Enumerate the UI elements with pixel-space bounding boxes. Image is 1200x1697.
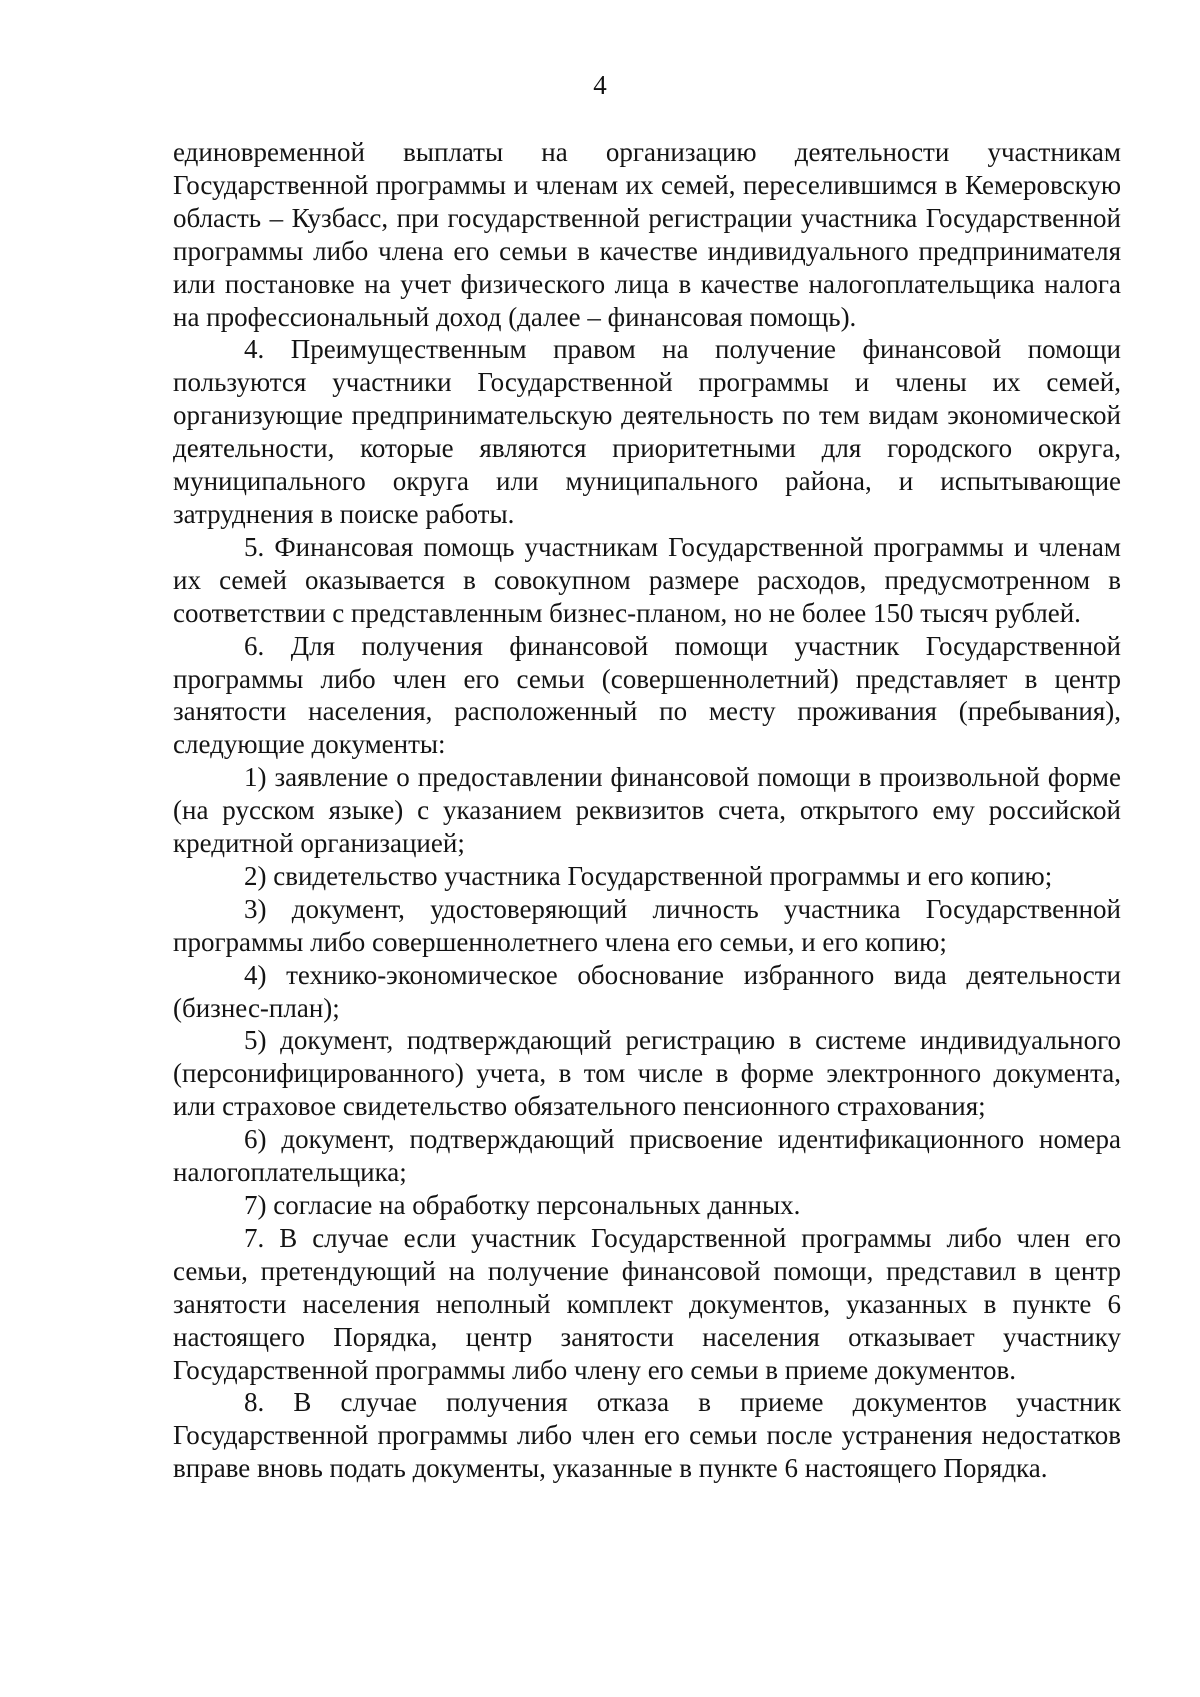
subitem-6: 6) документ, подтверждающий присвоение идентификационного номера налогоплательщика; [173,1124,1121,1188]
paragraph-item-5: 5. Финансовая помощь участникам Государственной программы и членам их семей оказывается в совокупном размере расходов, предусмотренном в соответствии с представленным бизнес-планом, но не более 150 тысяч рублей. [173,531,1121,628]
page-number: 4 [593,70,607,100]
subitem-7: 7) согласие на обработку персональных данных. [244,1190,801,1220]
paragraph-item-6: 6. Для получения финансовой помощи участник Государственной программы либо член его семьи (совершеннолетний) представляет в центр занятости населения, расположенный по месту проживания (пребывания), следующие документы: [173,630,1121,760]
document-body [173,136,1121,1485]
paragraph-continuation: единовременной выплаты на организацию деятельности участникам Государственной программы и членам их семей, переселившимся в Кемеровскую область – Кузбасс, при государственной регистрации участника Государственной программы либо члена его семьи в качестве индивидуального предпринимателя или постановке на учет физического лица в качестве налогоплательщика налога на профессиональный доход (далее – финансовая помощь). [173,137,1121,332]
paragraph-item-8: 8. В случае получения отказа в приеме документов участник Государственной программы либо член его семьи после устранения недостатков вправе вновь подать документы, указанные в пункте 6 настоящего Порядка. [173,1387,1121,1484]
paragraph-item-4: 4. Преимущественным правом на получение финансовой помощи пользуются участники Государственной программы и члены их семей, организующие предпринимательскую деятельность по тем видам экономической деятельности, которые являются приоритетными для городского округа, муниципального округа или муниципального района, и испытывающие затруднения в поиске работы. [173,334,1121,529]
subitem-5: 5) документ, подтверждающий регистрацию в системе индивидуального (персонифицированного) учета, в том числе в форме электронного документа, или страховое свидетельство обязательного пенсионного страхования; [173,1025,1121,1122]
subitem-1: 1) заявление о предоставлении финансовой помощи в произвольной форме (на русском языке) с указанием реквизитов счета, открытого ему российской кредитной организацией; [173,762,1121,859]
subitem-4: 4) технико-экономическое обоснование избранного вида деятельности (бизнес-план); [173,959,1121,1023]
subitem-2: 2) свидетельство участника Государственной программы и его копию; [244,860,1053,891]
paragraph-item-7: 7. В случае если участник Государственной программы либо член его семьи, претендующий на получение финансовой помощи, представил в центр занятости населения неполный комплект документов, указанных в пункте 6 настоящего Порядка, центр занятости населения отказывает участнику Государственной программы либо члену его семьи в приеме документов. [173,1222,1121,1385]
subitem-3: 3) документ, удостоверяющий личность участника Государственной программы либо совершеннолетнего члена его семьи, и его копию; [173,893,1121,957]
